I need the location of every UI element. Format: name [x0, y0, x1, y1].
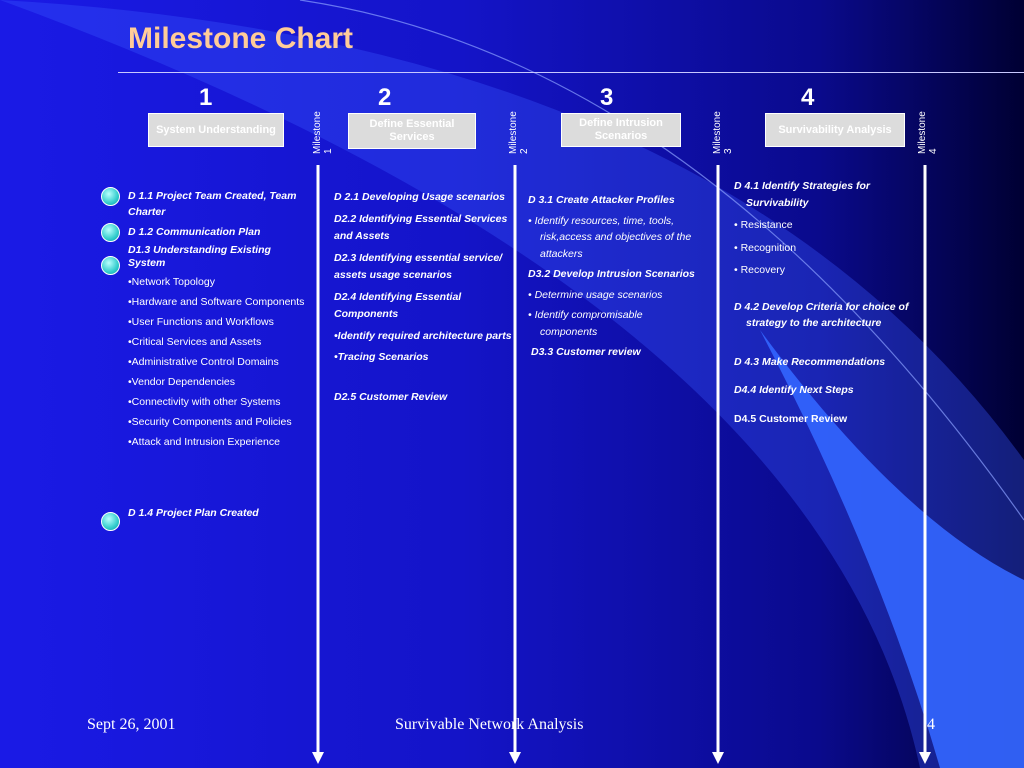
milestone-2-label: Milestone 2 — [508, 111, 530, 154]
phase-3-number: 3 — [600, 84, 614, 111]
deliverable-d4-1: D 4.1 Identify Strategies for Survivability — [734, 180, 870, 209]
phase-3-box: Define Intrusion Scenarios — [561, 113, 681, 147]
deliverable-dot — [101, 512, 120, 531]
deliverable-d1-1: D 1.1 Project Team Created, Team Charter — [128, 190, 297, 218]
deliverable-d3-1: D 3.1 Create Attacker Profiles — [528, 194, 675, 206]
list-item: •Tracing Scenarios — [334, 351, 429, 363]
phase-3-deliverables — [528, 192, 700, 365]
deliverable-d1-4: D 1.4 Project Plan Created — [128, 507, 259, 519]
deliverable-d2-3: D2.3 Identifying essential service/ assets usage scenarios — [334, 251, 503, 281]
list-item: •Security Components and Policies — [128, 416, 292, 428]
list-item: •Network Topology — [128, 276, 215, 288]
deliverable-d4-5: D4.5 Customer Review — [734, 412, 848, 425]
deliverable-d3-3: D3.3 Customer review — [531, 346, 641, 358]
list-item: •Critical Services and Assets — [128, 336, 262, 348]
deliverable-dot — [101, 187, 120, 206]
deliverable-d2-5: D2.5 Customer Review — [334, 390, 448, 403]
list-item: •Connectivity with other Systems — [128, 396, 281, 408]
milestone-3-label: Milestone 3 — [712, 111, 734, 154]
list-item: •User Functions and Workflows — [128, 316, 274, 328]
list-item: •Hardware and Software Components — [128, 296, 305, 308]
phase-4-box: Survivability Analysis — [765, 113, 905, 147]
phase-1-deliverables — [128, 188, 308, 456]
deliverable-d4-4: D4.4 Identify Next Steps — [734, 384, 854, 396]
phase-2-number: 2 — [378, 84, 392, 111]
milestone-4-arrow — [919, 165, 931, 764]
list-item: • Identify compromisable components — [528, 309, 643, 338]
footer-title: Survivable Network Analysis — [395, 716, 584, 733]
list-item: • Determine usage scenarios — [528, 288, 663, 301]
deliverable-d1-3: D1.3 Understanding Existing System — [128, 244, 271, 269]
list-item: •Vendor Dependencies — [128, 376, 236, 388]
milestone-4-label: Milestone 4 — [917, 111, 939, 154]
phase-1-number: 1 — [199, 84, 213, 111]
deliverable-dot — [101, 256, 120, 275]
list-item: • Identify resources, time, tools, risk,access and objectives of the attackers — [528, 214, 692, 260]
list-item: •Identify required architecture parts — [334, 329, 512, 342]
deliverable-d3-2: D3.2 Develop Intrusion Scenarios — [528, 268, 695, 280]
milestone-3-arrow — [712, 165, 724, 764]
deliverable-d2-2: D2.2 Identifying Essential Services and Assets — [334, 212, 508, 242]
deliverable-d2-4: D2.4 Identifying Essential Components — [334, 290, 462, 320]
phase-2-deliverables — [334, 189, 512, 410]
deliverable-dot — [101, 223, 120, 242]
page-title: Milestone Chart — [128, 22, 354, 55]
footer-date: Sept 26, 2001 — [87, 716, 176, 733]
phase-1-box: System Understanding — [148, 113, 284, 147]
deliverable-d2-1: D 2.1 Developing Usage scenarios — [334, 191, 505, 203]
phase-2-box: Define Essential Services — [348, 113, 476, 149]
milestone-1-arrow — [312, 165, 324, 764]
milestone-1-label: Milestone 1 — [312, 111, 334, 154]
list-item: • Resistance — [734, 219, 793, 231]
list-item: •Attack and Intrusion Experience — [128, 436, 280, 448]
list-item: • Recognition — [734, 241, 797, 254]
list-item: • Recovery — [734, 264, 785, 276]
phase-4-deliverables — [734, 178, 916, 431]
footer-page-number: 4 — [927, 716, 935, 733]
deliverable-d1-2: D 1.2 Communication Plan — [128, 226, 261, 238]
list-item: •Administrative Control Domains — [128, 356, 279, 368]
deliverable-d4-3: D 4.3 Make Recommendations — [734, 355, 886, 368]
phase-4-number: 4 — [801, 84, 815, 111]
deliverable-d4-2: D 4.2 Develop Criteria for choice of strategy to the architecture — [734, 300, 909, 329]
